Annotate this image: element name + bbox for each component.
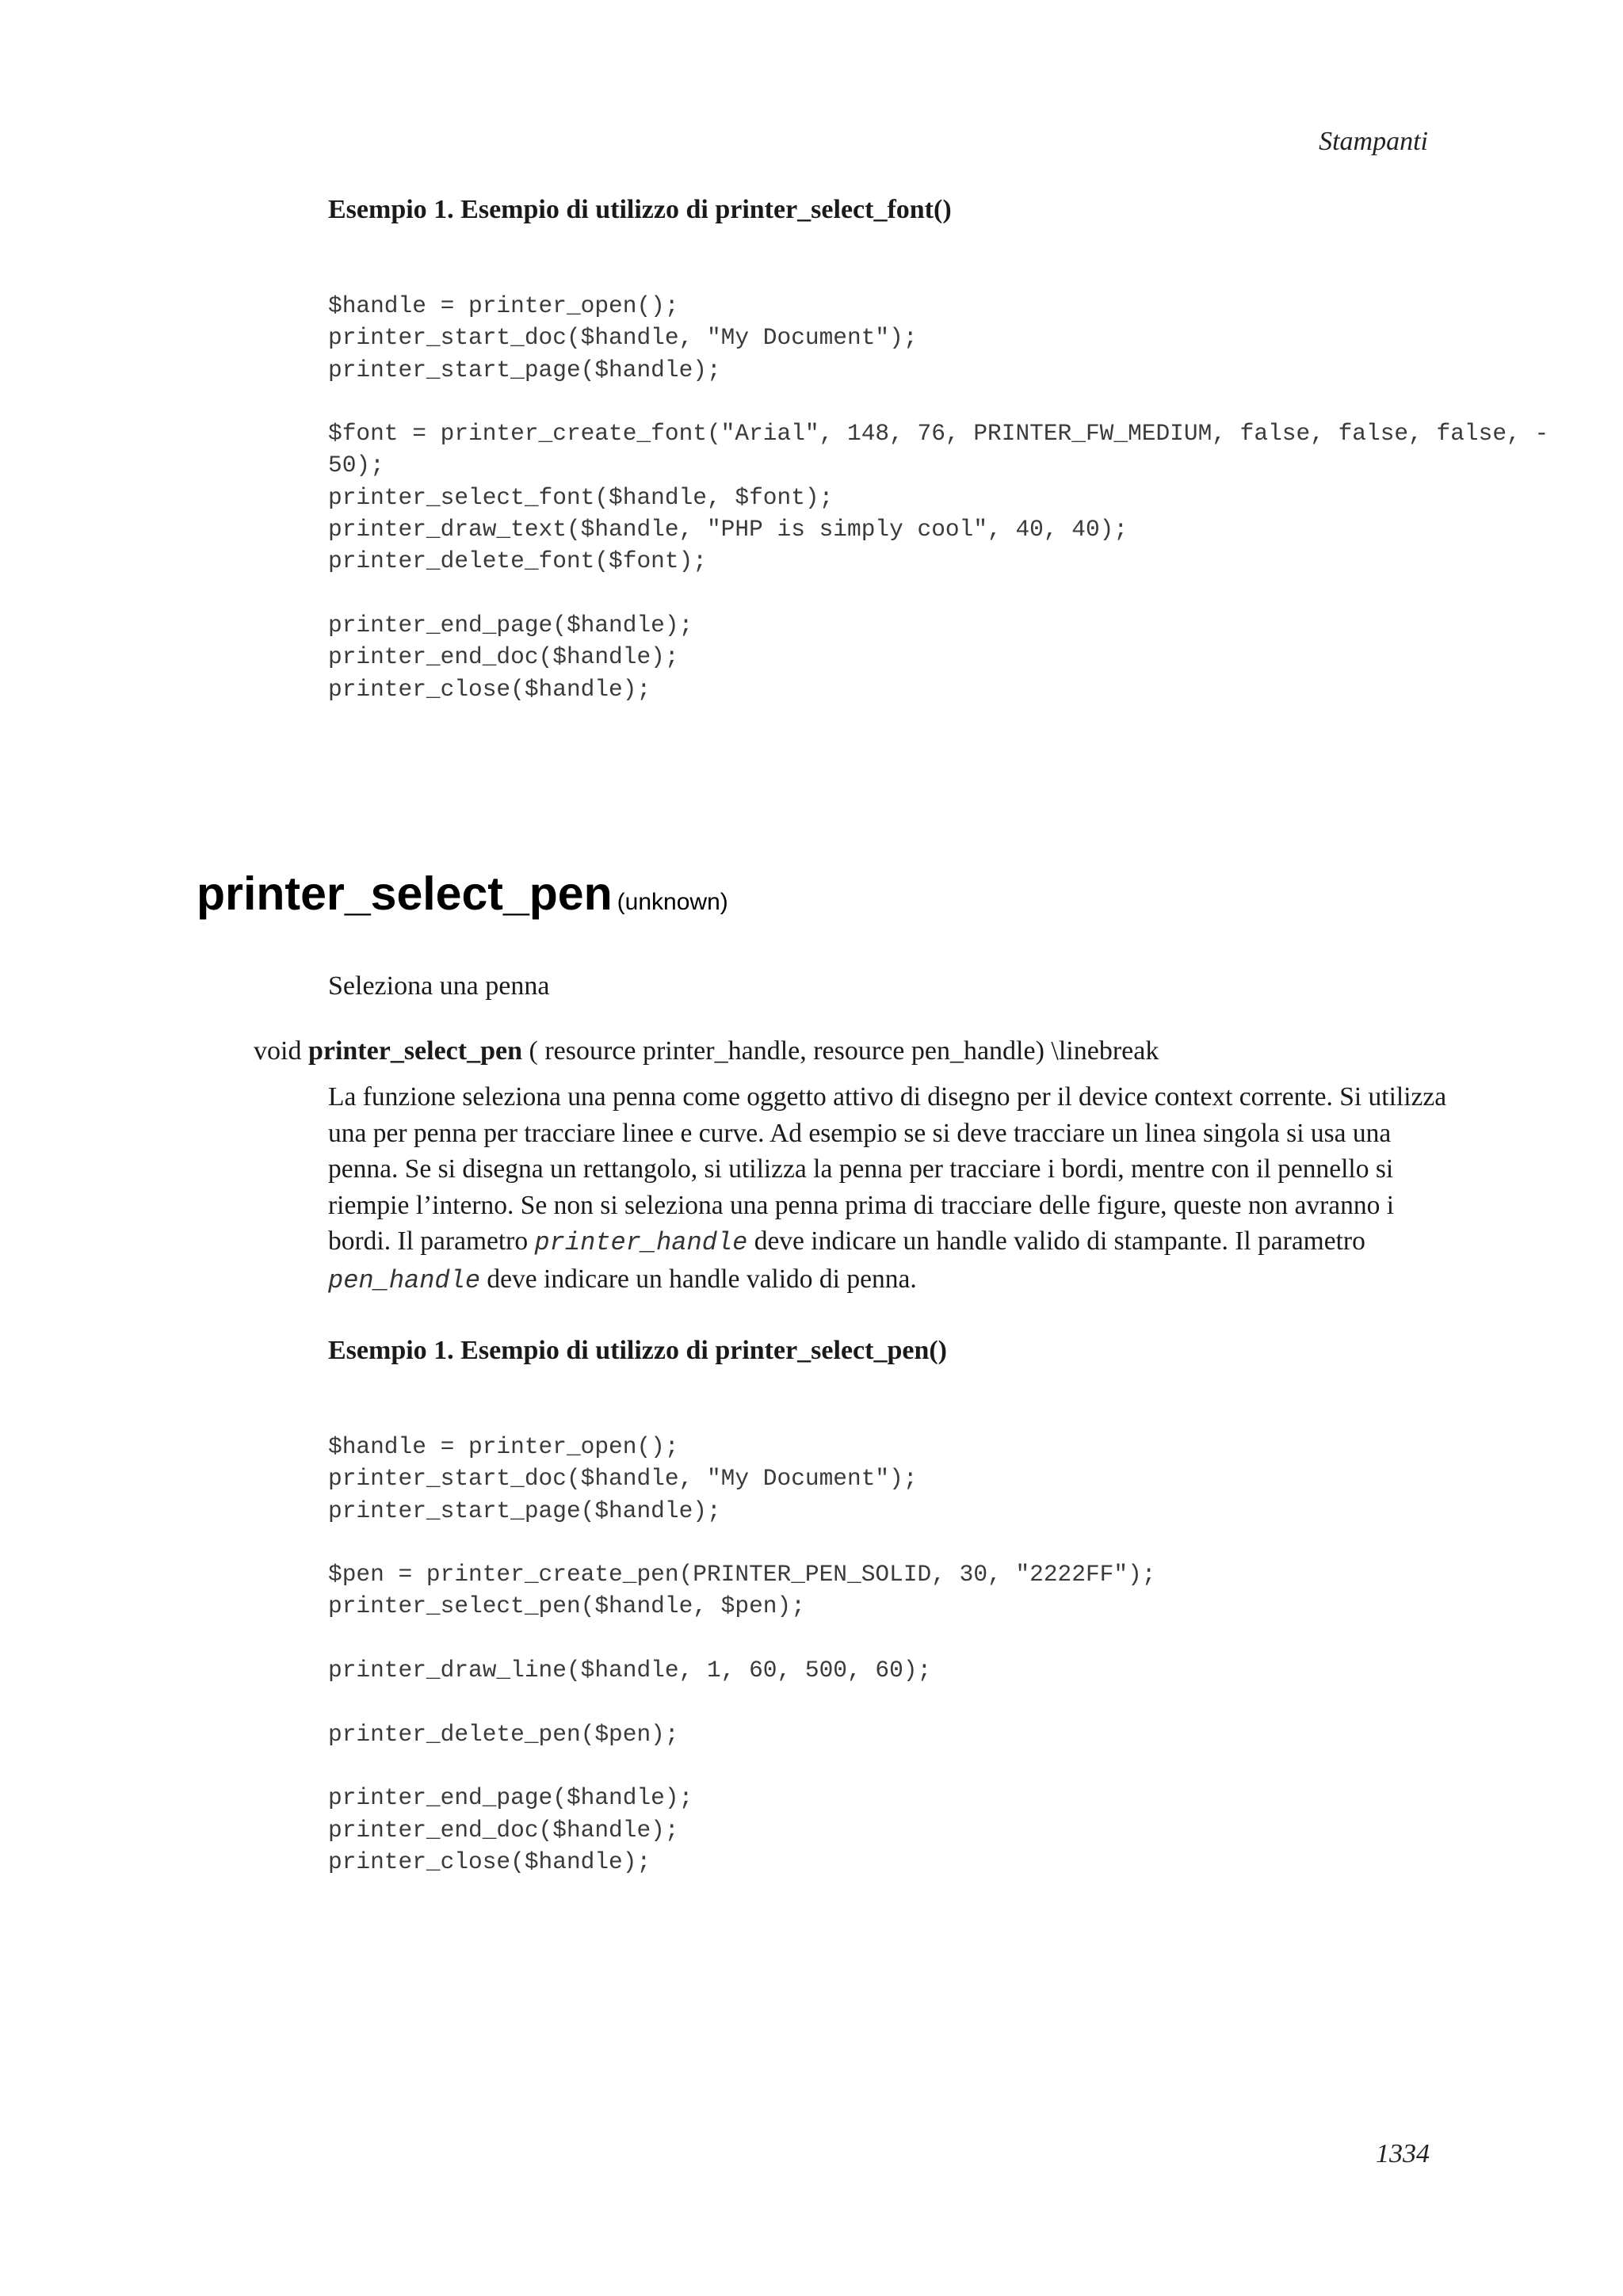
- function-purpose: Seleziona una penna: [328, 971, 550, 1001]
- parameter-pen-handle: pen_handle: [328, 1265, 481, 1295]
- description-text-2: deve indicare un handle valido di stampante. Il parametro: [754, 1226, 1365, 1257]
- function-heading: [197, 867, 728, 921]
- signature-return-type: void: [254, 1036, 302, 1066]
- page-number: 1334: [1376, 2139, 1430, 2168]
- code-example-select-font: $handle = printer_open(); printer_start_doc($handle, "My Document"); printer_start_page($handle); $font = printer_create_font("Arial", 148, 76, PRINTER_FW_MEDIUM, false, false, false, - 50); printer_select_font($handle, $font); printer_draw_text($handle, "PHP is simply cool", 40, 40); printer_delete_font($font); printer_end_page($handle); printer_end_doc($handle); printer_close($handle);: [328, 292, 1549, 703]
- signature-params: ( resource printer_handle, resource pen_handle) \linebreak: [529, 1036, 1159, 1066]
- function-description: [328, 1079, 1453, 1299]
- description-text-3: deve indicare un handle valido di penna.: [487, 1264, 917, 1294]
- description-text-1: La funzione seleziona una penna come oggetto attivo di disegno per il device context corrente. Si utilizza una per penna per tracciare linee e curve. Ad esempio se si deve tracciare un linea singola si usa una penna. Se si disegna un rettangolo, si utilizza la penna per tracciare i bordi, mentre con il pennello si riempie l’interno. Se non si seleziona una penna prima di tracciare delle figure, queste non avranno i bordi. Il parametro: [328, 1082, 1447, 1257]
- parameter-printer-handle: printer_handle: [534, 1228, 748, 1258]
- function-name: printer_select_pen: [197, 868, 613, 920]
- running-header: Stampanti: [1319, 127, 1428, 156]
- signature-function-name: printer_select_pen: [307, 1036, 522, 1066]
- function-version: (unknown): [617, 889, 728, 915]
- function-signature: [254, 1036, 1159, 1066]
- example-title-select-pen: Esempio 1. Esempio di utilizzo di printer_select_pen(): [328, 1336, 948, 1365]
- example-title-select-font: Esempio 1. Esempio di utilizzo di printer_select_font(): [328, 195, 952, 224]
- code-example-select-pen: $handle = printer_open(); printer_start_doc($handle, "My Document"); printer_start_page($handle); $pen = printer_create_pen(PRINTER_PEN_SOLID, 30, "2222FF"); printer_select_pen($handle, $pen); printer_draw_line($handle, 1, 60, 500, 60); printer_delete_pen($pen); printer_end_page($handle); printer_end_doc($handle); printer_close($handle);: [328, 1433, 1156, 1875]
